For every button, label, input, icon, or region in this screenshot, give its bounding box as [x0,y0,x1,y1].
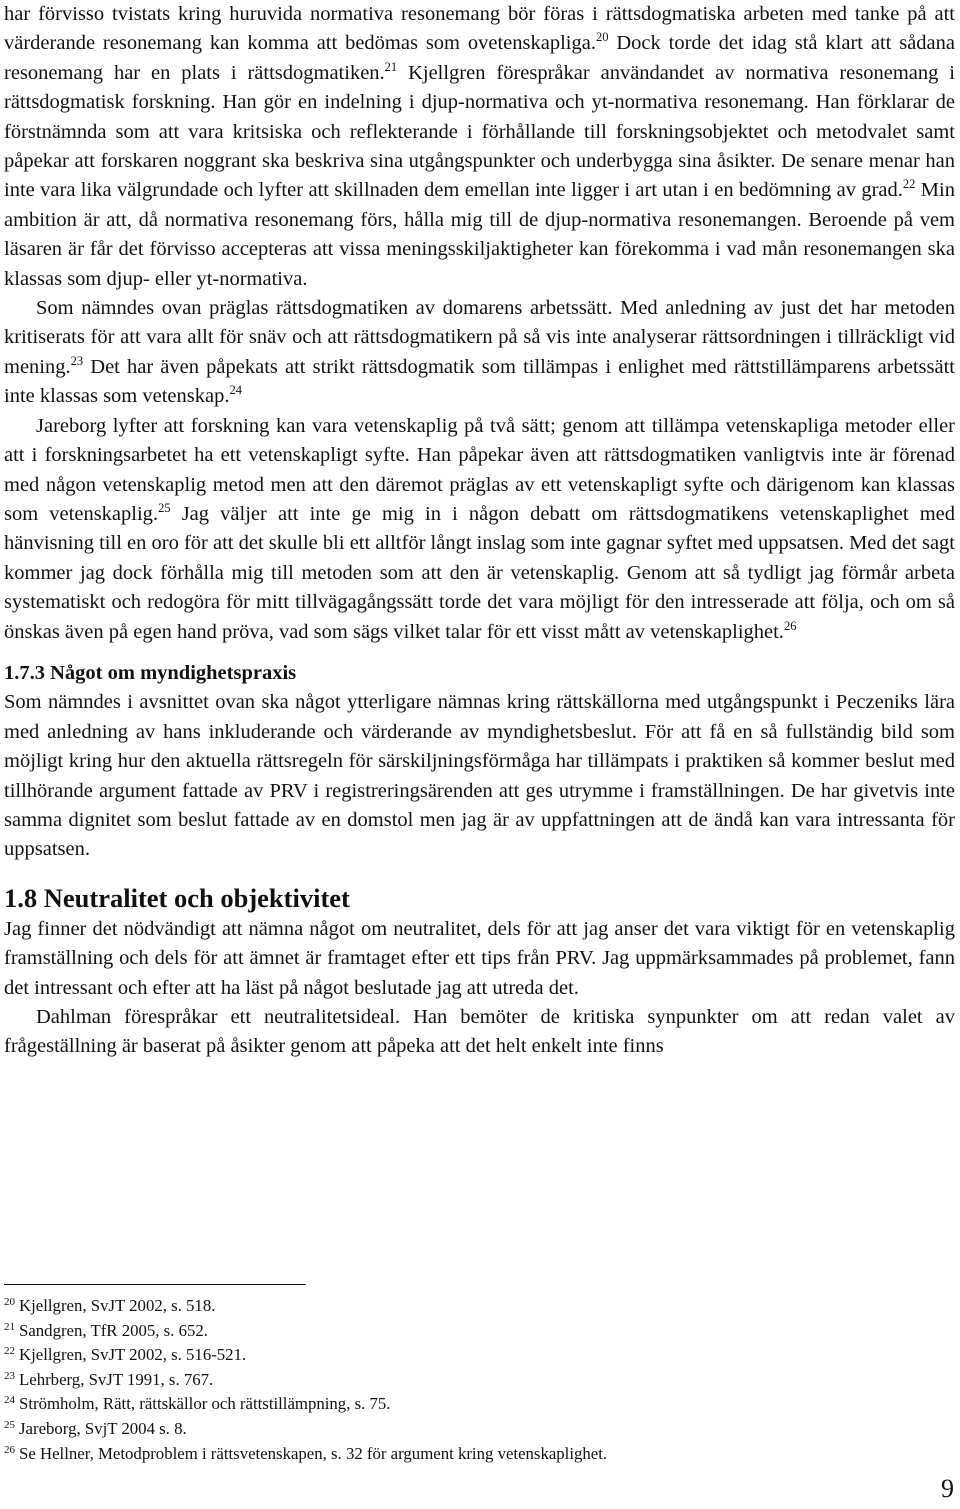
footnote-number: 22 [4,1345,15,1358]
footnote-ref[interactable]: 20 [595,30,609,45]
text-run: Min ambition är att, då normativa resonemang förs, hålla mig till de djup-normativa resonemangen. Beroende på vem läsaren är får det förvisso accepteras att vissa meningsskiljaktigheter kan förekomma i vad mån resonemangen ska klassas som djup- eller yt-normativa. [4,179,955,290]
paragraph-6: Dahlman förespråkar ett neutralitetsideal. Han bemöter de kritiska synpunkter om att redan valet av frågeställning är baserat på åsikter genom att påpeka att det helt enkelt inte finns [4,1006,955,1058]
footnote-number: 26 [4,1443,15,1456]
footnote-text: Jareborg, SvjT 2004 s. 8. [19,1418,187,1438]
footnote-ref[interactable]: 23 [70,353,84,368]
text-run: har förvisso tvistats kring huruvida normativa resonemang bör föras i rättsdogmatiska arbeten med tanke på att värderande resonemang kan komma att bedömas som ovetenskapliga. [4,3,955,55]
footnote-number: 23 [4,1369,15,1382]
footnote-number: 25 [4,1418,15,1431]
footnote-ref[interactable]: 22 [902,177,916,192]
text-run: Kjellgren förespråkar användandet av normativa resonemang i rättsdogmatisk forskning. Han gör en indelning i djup-normativa och yt-normativa resonemang. Han förklarar de förstnämnda som att vara kritsiska och reflekterande i förhållande till forskningsobjektet och metodvalet samt påpekar att forskaren noggrant ska beskriva sina utgångspunkter och underbygga sina åsikter. De senare menar han inte vara lika välgrundade och lyfter att skillnaden dem emellan inte ligger i art utan i en bedömning av grad. [4,61,955,202]
text-run: Det har även påpekats att strikt rättsdogmatik som tillämpas i enlighet med rättstillämparens arbetssätt inte klassas som vetenskap. [4,355,955,408]
footnote-text: Kjellgren, SvJT 2002, s. 516-521. [19,1345,247,1365]
footnote-item [4,1392,607,1417]
footnote-ref[interactable]: 24 [229,383,242,398]
paragraph-3 [4,412,955,647]
paragraph-2 [4,294,955,412]
footnote-number: 21 [4,1320,15,1333]
footnote-item [4,1368,607,1393]
footnote-text: Strömholm, Rätt, rättskällor och rättstillämpning, s. 75. [19,1394,391,1414]
text-run: Jareborg lyfter att forskning kan vara vetenskaplig på två sätt; genom att tillämpa vetenskapliga metoder eller att i forskningsarbetet ha ett vetenskapligt syfte. Han påpekar även att rättsdogmatiken vanligtvis inte är förenad med någon vetenskaplig metod men att den däremot präglas av ett vetenskapligt syfte och därigenom kan klassas som vetenskaplig. [4,414,955,525]
footnote-text: Kjellgren, SvJT 2002, s. 518. [19,1296,216,1315]
paragraph-1 [4,0,955,294]
footnote-separator [4,1284,306,1285]
footnote-item [4,1417,607,1442]
paragraph-4: Som nämndes i avsnittet ovan ska något ytterligare nämnas kring rättskällorna med utgångspunkt i Peczeniks lära med anledning av hans inkluderande och värderande av myndighetsbeslut. För att få en så fullständig bild som möjligt kring hur den aktuella rättsregeln för särskiljningsförmåga har tillämpats i praktiken så kommer beslut med tillhörande argument fattade av PRV i registreringsärenden att ges utrymme i framställningen. De har givetvis inte samma dignitet som beslut fattade av en domstol men jag är av uppfattningen att de ändå kan vara intressanta för uppsatsen. [4,691,955,861]
footnote-item [4,1343,607,1368]
document-page [4,0,955,1062]
footnote-text: Lehrberg, SvJT 1991, s. 767. [19,1369,214,1389]
text-run: Dock torde det idag stå klart att sådana resonemang har en plats i rättsdogmatiken. [4,32,956,84]
text-run: Som nämndes ovan präglas rättsdogmatiken av domarens arbetssätt. Med anledning av just det har metoden kritiserats för att vara allt för snäv och att rättsdogmatikern på så vis inte analyserar rättsordningen i tillräckligt vid mening. [4,297,955,378]
footnote-item [4,1294,607,1319]
footnote-item [4,1442,607,1467]
footnote-number: 20 [4,1296,15,1308]
text-run: Jag väljer att inte ge mig in i någon debatt om rättsdogmatikens vetenskaplighet med hänvisning till en oro för att det skulle bli ett alltför långt inslag som inte gagnar syftet med uppsatsen. Med det sagt kommer jag dock förhålla mig till metoden som att den är vetenskaplig. Genom att så tydligt jag förmår arbeta systematiskt och redogöra för mitt tillvägagångssätt torde det vara möjligt för den intresserade att följa, och om så önskas även på egen hand pröva, vad som sägs vilket talar för ett visst mått av vetenskaplighet. [4,502,955,643]
footnote-ref[interactable]: 26 [783,618,797,633]
footnote-item [4,1319,607,1344]
page-number: 9 [941,1474,954,1503]
section-heading-1-8: 1.8 Neutralitet och objektivitet [4,882,350,913]
footnote-text: Se Hellner, Metodproblem i rättsvetenskapen, s. 32 för argument kring vetenskaplighet. [19,1443,608,1463]
section-heading-1-7-3: 1.7.3 Något om myndighetspraxis [4,661,297,684]
footnote-ref[interactable]: 21 [384,59,398,74]
footnote-text: Sandgren, TfR 2005, s. 652. [19,1320,208,1340]
footnotes [4,1294,607,1466]
footnote-ref[interactable]: 25 [158,500,171,515]
footnote-number: 24 [4,1394,15,1407]
paragraph-5: Jag finner det nödvändigt att nämna något om neutralitet, dels för att jag anser det vara viktigt för en vetenskaplig framställning och dels för att ämnet är framtaget efter ett tips från PRV. Jag uppmärksammades på problemet, fann det intressant och efter att ha läst på något beslutade jag att utreda det. [4,917,955,999]
